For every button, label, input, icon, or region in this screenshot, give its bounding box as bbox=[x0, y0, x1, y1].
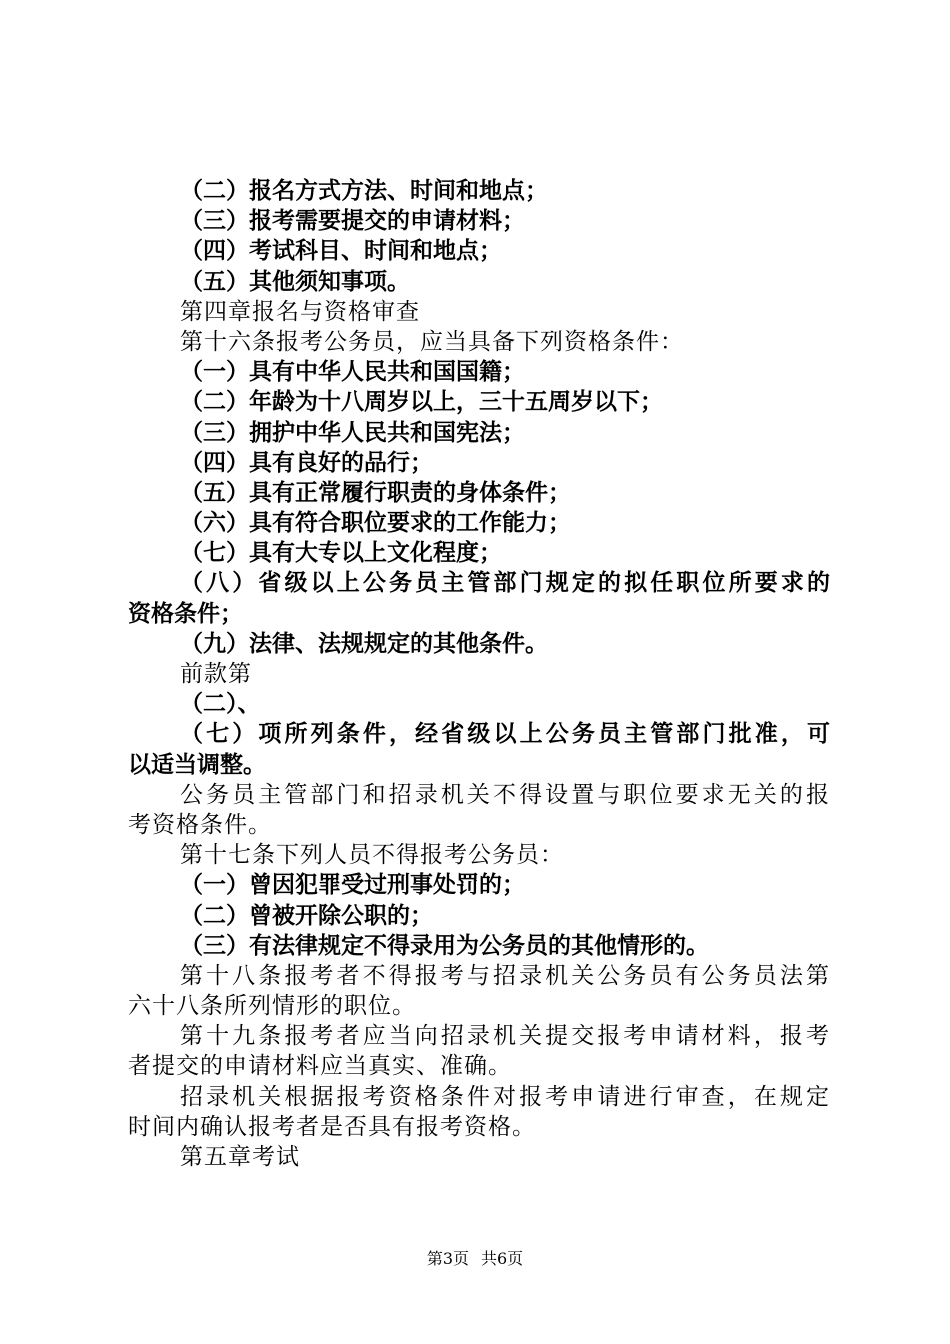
text-line: （九）法律、法规规定的其他条件。 bbox=[180, 630, 548, 657]
text-line: （七）项所列条件，经省级以上公务员主管部门批准，可 bbox=[180, 721, 830, 748]
text-line: 招录机关根据报考资格条件对报考申请进行审查，在规定 bbox=[180, 1083, 830, 1110]
page-number: 第3页 bbox=[426, 1249, 469, 1268]
text-line: （二）报名方式方法、时间和地点； bbox=[180, 178, 548, 204]
text-line: （三）拥护中华人民共和国宪法； bbox=[180, 419, 525, 446]
text-line: 时间内确认报考者是否具有报考资格。 bbox=[128, 1113, 536, 1140]
text-line: 第五章考试 bbox=[180, 1144, 300, 1170]
text-line: 第十八条报考者不得报考与招录机关公务员有公务员法第 bbox=[180, 962, 830, 989]
page-total: 共6页 bbox=[481, 1249, 524, 1268]
text-line: （二）、 bbox=[180, 691, 261, 718]
text-line: （五）其他须知事项。 bbox=[180, 268, 410, 295]
text-line: 六十八条所列情形的职位。 bbox=[128, 993, 416, 1020]
text-line: （一）曾因犯罪受过刑事处罚的； bbox=[180, 872, 525, 899]
text-line: （四）考试科目、时间和地点； bbox=[180, 238, 502, 265]
text-line: 第十六条报考公务员，应当具备下列资格条件： bbox=[180, 328, 684, 355]
text-line: 考资格条件。 bbox=[128, 811, 272, 838]
text-line: 第十七条下列人员不得报考公务员： bbox=[180, 842, 564, 869]
text-line: （五）具有正常履行职责的身体条件； bbox=[180, 479, 571, 506]
text-line: （二）年龄为十八周岁以上，三十五周岁以下； bbox=[180, 389, 663, 416]
text-line: 者提交的申请材料应当真实、准确。 bbox=[128, 1053, 512, 1080]
text-line: （三）报考需要提交的申请材料； bbox=[180, 208, 525, 235]
page-footer bbox=[0, 1246, 950, 1269]
text-line: （二）曾被开除公职的； bbox=[180, 902, 433, 929]
text-line: 第十九条报考者应当向招录机关提交报考申请材料，报考 bbox=[180, 1023, 830, 1050]
text-line: （四）具有良好的品行； bbox=[180, 449, 433, 476]
text-line: 公务员主管部门和招录机关不得设置与职位要求无关的报 bbox=[180, 781, 830, 808]
text-line: 第四章报名与资格审查 bbox=[180, 298, 420, 325]
document-body bbox=[128, 176, 830, 1172]
text-line: （三）有法律规定不得录用为公务员的其他情形的。 bbox=[180, 932, 709, 959]
text-line: （六）具有符合职位要求的工作能力； bbox=[180, 510, 571, 537]
text-line: 前款第 bbox=[180, 661, 252, 687]
text-line: （八）省级以上公务员主管部门规定的拟任职位所要求的 bbox=[180, 570, 830, 597]
text-line: （七）具有大专以上文化程度； bbox=[180, 540, 502, 567]
text-line: （一）具有中华人民共和国国籍； bbox=[180, 359, 525, 386]
text-line: 资格条件； bbox=[128, 600, 243, 627]
text-line: 以适当调整。 bbox=[128, 751, 266, 778]
